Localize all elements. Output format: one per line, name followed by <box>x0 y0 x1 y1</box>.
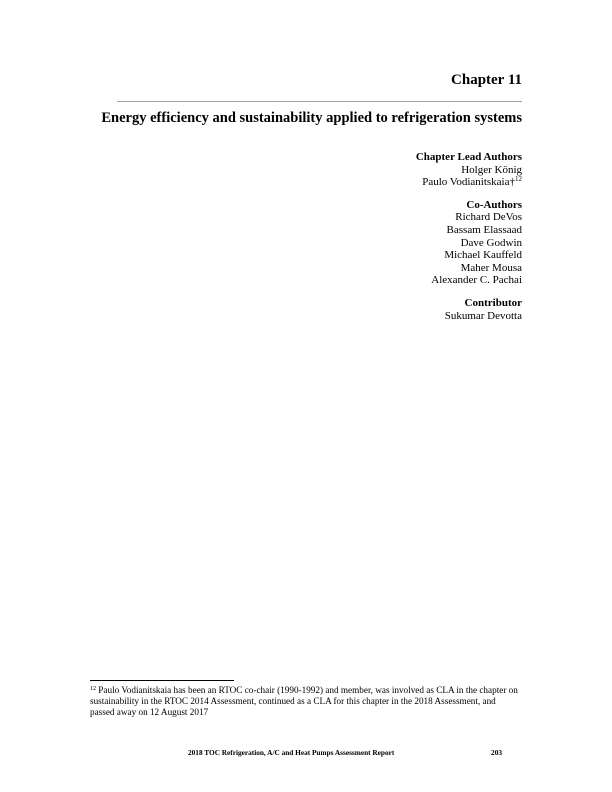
lead-author-name: Paulo Vodianitskaia† <box>422 176 515 189</box>
co-authors-heading: Co-Authors <box>466 198 522 211</box>
co-authors-group <box>416 199 522 287</box>
co-author-name: Dave Godwin <box>460 236 522 249</box>
co-author-name: Michael Kauffeld <box>444 249 522 262</box>
page-number: 203 <box>491 748 502 757</box>
chapter-title: Energy efficiency and sustainability applied to refrigeration systems <box>101 110 522 126</box>
footnote-reference[interactable]: 12 <box>515 175 522 184</box>
title-divider <box>117 101 522 102</box>
contributor-heading: Contributor <box>464 296 522 309</box>
lead-authors-group <box>416 151 522 189</box>
co-author-name: Richard DeVos <box>455 211 522 224</box>
footnote-marker: 12 <box>90 686 96 692</box>
co-author-name: Alexander C. Pachai <box>431 274 522 287</box>
co-author-name: Bassam Elassaad <box>446 223 522 236</box>
lead-author-name-with-note <box>416 176 522 189</box>
footnote <box>90 685 522 719</box>
footnote-divider <box>90 680 234 681</box>
co-author-name: Maher Mousa <box>460 261 522 274</box>
author-list <box>416 151 522 332</box>
chapter-number: Chapter 11 <box>451 72 522 88</box>
contributor-name: Sukumar Devotta <box>444 309 522 322</box>
lead-authors-heading: Chapter Lead Authors <box>415 151 522 163</box>
lead-author-name: Holger König <box>461 163 522 176</box>
footer-report-title: 2018 TOC Refrigeration, A/C and Heat Pumps Assessment Report <box>188 748 395 757</box>
footnote-text: Paulo Vodianitskaia has been an RTOC co-chair (1990-1992) and member, was involved as CLA in the chapter on sustainability in the RTOC 2014 Assessment, continued as a CLA for this chapter in the 2018 Assessment, and passed away on 12 August 2017 <box>90 685 518 718</box>
contributor-group <box>416 297 522 322</box>
